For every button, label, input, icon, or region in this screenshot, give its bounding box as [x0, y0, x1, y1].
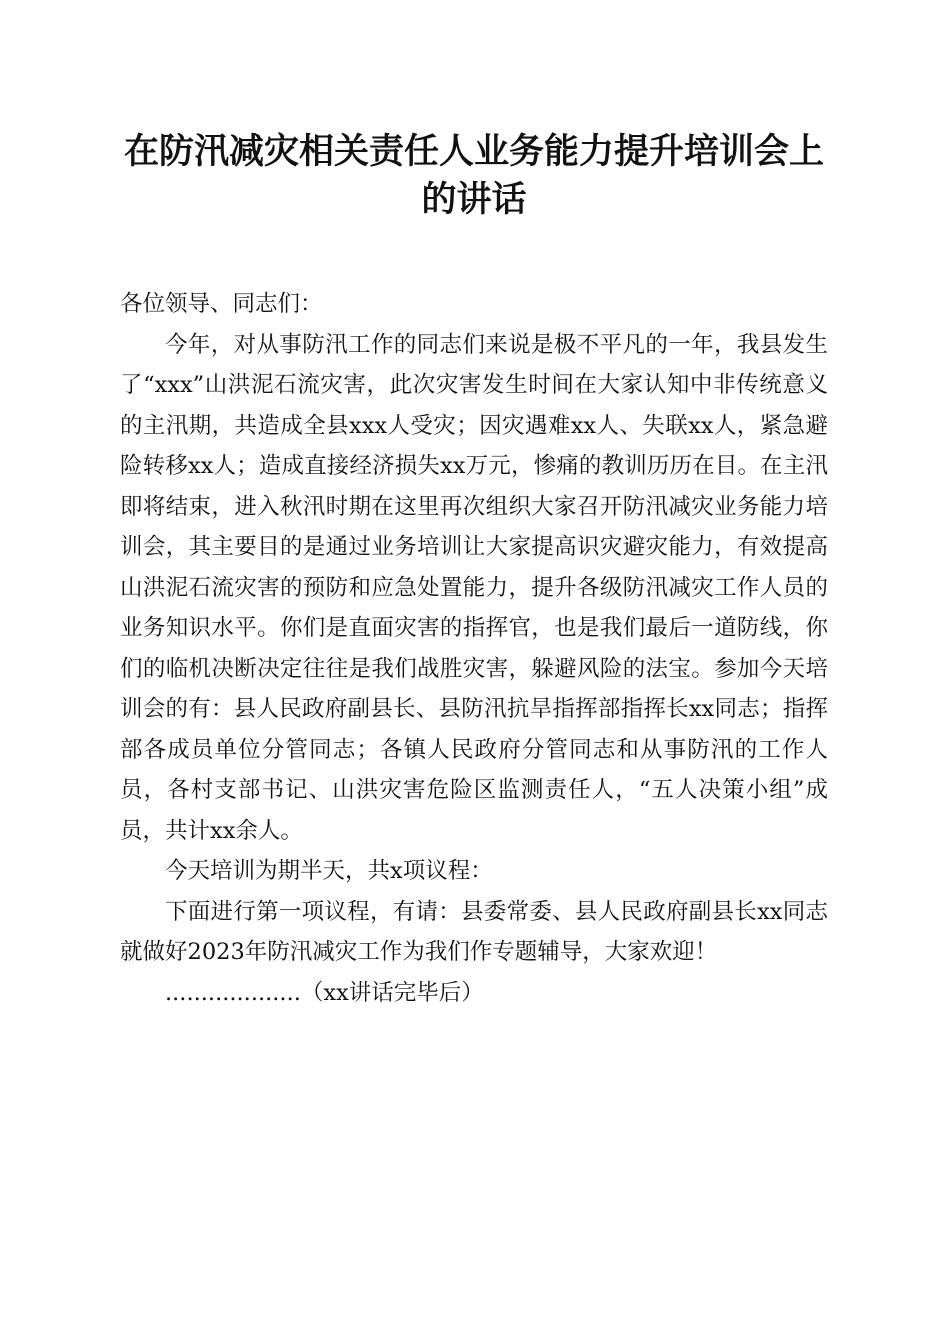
paragraph-agenda: 今天培训为期半天，共x项议程： — [165, 858, 493, 884]
paragraph-after-speech: ...................（xx讲话完毕后） — [165, 979, 484, 1006]
title-line-1: 在防汛减灾相关责任人业务能力提升培训会上 — [123, 131, 824, 172]
document-body — [120, 284, 828, 1013]
document-page — [120, 128, 828, 1013]
salutation: 各位领导、同志们： — [120, 291, 323, 317]
document-title — [120, 128, 828, 224]
paragraph-opening: 今年，对从事防汛工作的同志们来说是极不平凡的一年，我县发生了“xxx”山洪泥石流灾害，此次灾害发生时间在大家认知中非传统意义的主汛期，共造成全县xxx人受灾；因灾遇难xx人、失联xx人，紧急避险转移xx人；造成直接经济损失xx万元，惨痛的教训历历在目。在主汛即将结束，进入秋汛时期在这里再次组织大家召开防汛减灾业务能力培训会，其主要目的是通过业务培训让大家提高识灾避灾能力，有效提高山洪泥石流灾害的预防和应急处置能力，提升各级防汛减灾工作人员的业务知识水平。你们是直面灾害的指挥官，也是我们最后一道防线，你们的临机决断决定往往是我们战胜灾害，躲避风险的法宝。参加今天培训会的有：县人民政府副县长、县防汛抗旱指挥部指挥长xx同志；指挥部各成员单位分管同志；各镇人民政府分管同志和从事防汛的工作人员，各村支部书记、山洪灾害危险区监测责任人，“五人决策小组”成员，共计xx余人。 — [120, 331, 828, 844]
paragraph-first-item: 下面进行第一项议程，有请：县委常委、县人民政府副县长xx同志就做好2023年防汛减灾工作为我们作专题辅导，大家欢迎！ — [120, 898, 828, 965]
title-line-2: 的讲话 — [421, 179, 527, 220]
